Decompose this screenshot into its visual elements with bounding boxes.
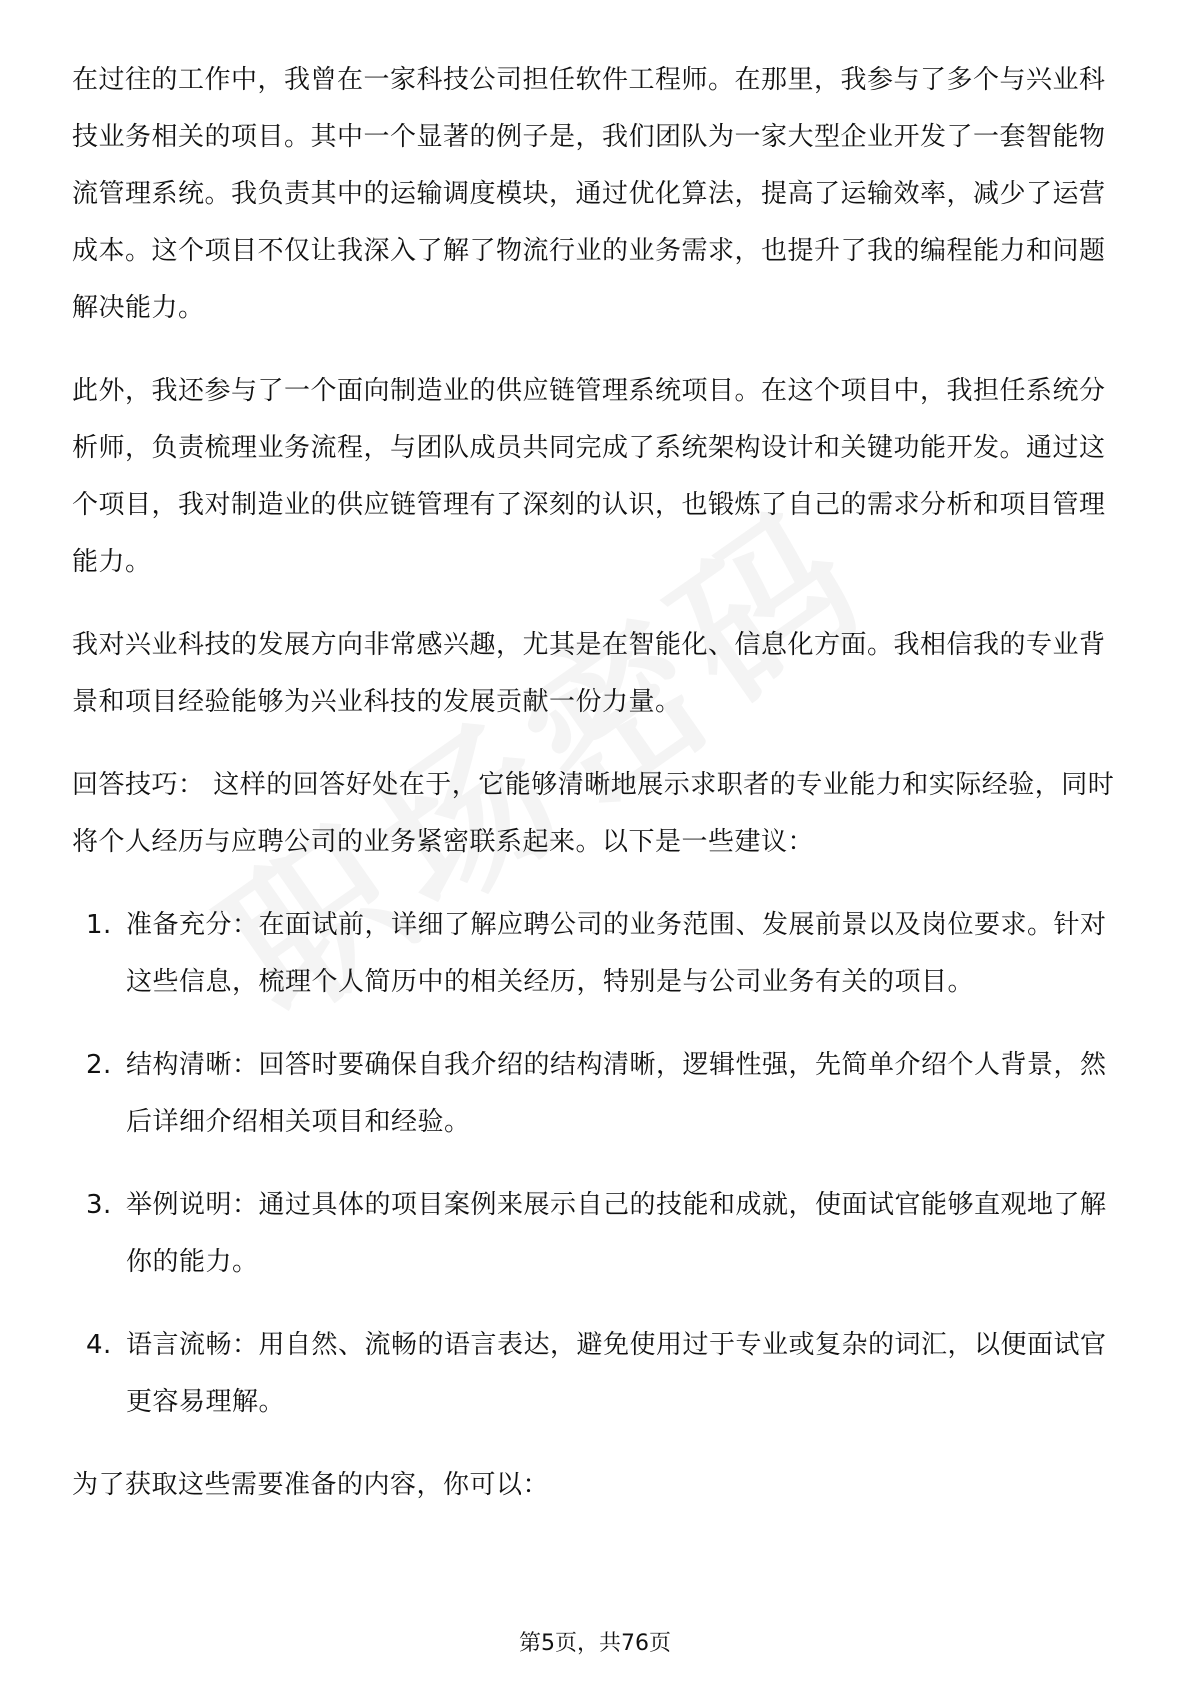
list-number: 1. (86, 910, 112, 940)
paragraph-answer-tips: 回答技巧： 这样的回答好处在于，它能够清晰地展示求职者的专业能力和实际经验，同时将个人经历与应聘公司的业务紧密联系起来。以下是一些建议： (72, 770, 1115, 857)
list-item (72, 1317, 1117, 1431)
list-item (72, 1037, 1117, 1151)
list-item (72, 897, 1117, 1011)
list-number: 3. (86, 1190, 112, 1220)
list-text: 准备充分：在面试前，详细了解应聘公司的业务范围、发展前景以及岗位要求。针对这些信息，梳理个人简历中的相关经历，特别是与公司业务有关的项目。 (126, 910, 1107, 997)
list-text: 举例说明：通过具体的项目案例来展示自己的技能和成就，使面试官能够直观地了解你的能力。 (126, 1190, 1107, 1277)
paragraph-closing: 为了获取这些需要准备的内容，你可以： (72, 1470, 550, 1500)
paragraph-interest: 我对兴业科技的发展方向非常感兴趣，尤其是在智能化、信息化方面。我相信我的专业背景和项目经验能够为兴业科技的发展贡献一份力量。 (72, 630, 1106, 717)
list-number: 2. (86, 1050, 112, 1080)
list-text: 结构清晰：回答时要确保自我介绍的结构清晰，逻辑性强，先简单介绍个人背景，然后详细介绍相关项目和经验。 (126, 1050, 1107, 1137)
list-item (72, 1177, 1117, 1291)
paragraph-experience-logistics: 在过往的工作中，我曾在一家科技公司担任软件工程师。在那里，我参与了多个与兴业科技业务相关的项目。其中一个显著的例子是，我们团队为一家大型企业开发了一套智能物流管理系统。我负责其中的运输调度模块，通过优化算法，提高了运输效率，减少了运营成本。这个项目不仅让我深入了解了物流行业的业务需求，也提升了我的编程能力和问题解决能力。 (72, 65, 1106, 323)
tips-list (72, 897, 1117, 1431)
page-number-footer: 第5页，共76页 (519, 1631, 671, 1656)
paragraph-experience-supply-chain: 此外，我还参与了一个面向制造业的供应链管理系统项目。在这个项目中，我担任系统分析师，负责梳理业务流程，与团队成员共同完成了系统架构设计和关键功能开发。通过这个项目，我对制造业的供应链管理有了深刻的认识，也锻炼了自己的需求分析和项目管理能力。 (72, 376, 1106, 577)
page-content (72, 52, 1117, 1540)
list-number: 4. (86, 1330, 112, 1360)
list-text: 语言流畅：用自然、流畅的语言表达，避免使用过于专业或复杂的词汇，以便面试官更容易理解。 (126, 1330, 1107, 1417)
